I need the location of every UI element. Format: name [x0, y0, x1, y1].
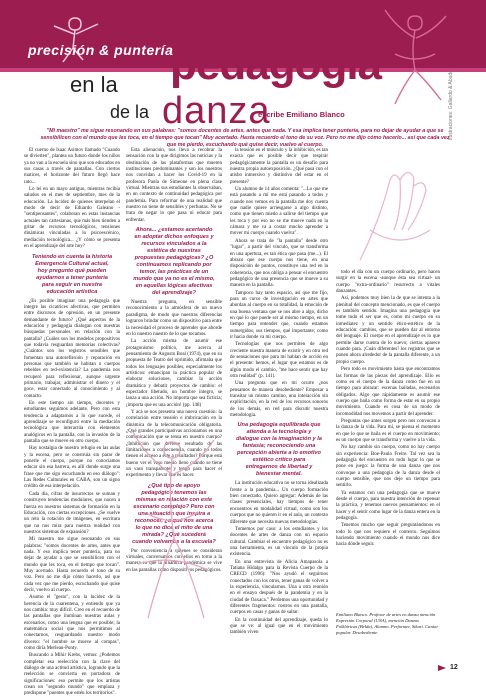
paragraph: Tampoco hay tanto espacio, así que me fijo, para un curso de investigación en artes que abordan al cuerpo en su totalidad, la emoción de una buena ventana que se nos abre a algo, dicho en qué lo que puede ser al mismo tiempo, en un tiempo para entender que, cuando estamos sumergidos, sus tiempos, qué importante; como ir hacia donde va mi cuerpo.	[230, 290, 328, 340]
paragraph: Buscando a Mihir Krebs, vemos: ¿Podemos completar esa reelección con la clave del diálogo de una actitud artística, logrando que la reelección se convierta en portadora de significaciones: eso permite que los artistas crean un "segundo mundo" que emplaza y predispone "puentes que estén los territorios".	[24, 653, 120, 697]
title-part-pedagogia: pedagogía	[170, 40, 382, 89]
column-1	[24, 148, 120, 699]
photo-credit: Ilustraciones: Gallardo & Abudo	[448, 70, 454, 141]
article-lead: "Mi maestro" me sigue resonando en sus palabras: "somos docentes de artes, antes que nada. Y esa implica tener puntería, para no dejar de ayudar a que se sensibilicen con el mundo que les toca, en el tiempo que tocan" Muy acertado. Hasta recuerdo el tono de su voz. Pero no me dijo cómo hacerlo... así que cada vez que me pierdo, escuchando qué quise decir, vuelvo al cuerpo.	[40, 128, 450, 148]
paragraph: Asumo el "gesto", con la lucidez de la herencia de la cuarentena, y entiendo que ya nos cambia: muy difícil. Creo en el recuerdo de las pantallas que iluminan nuestras aulas y escenarios, como una lengua que es posible; la matemática social que nos permitimos al conectarnos, resguardando nuestro modo diverso: "el hombre se mueve al compas", como diría Merleau-Ponty.	[24, 595, 120, 652]
paragraph: La acción misma de asumir ese protagonismo político, me acerca al pensamiento de Augusto Boal (1974), que en su propuesta de Teatro del oprimido, afirmaba que todos los lenguajes posibles, especialmente los artísticos: emancipan la práctica popular de elaborar soluciones, cambiar la acción dramática y debatir proyectos de cambio: el espectador liberado, un hombre íntegro, se lanza a una acción. No importa que sea ficticia; ¡importa que es una acción! (pp. 148)	[126, 339, 222, 408]
paragraph: Tecnologías que nos permiten de algo creciente nuestra manera de existir y en otra red de sensaciones que para mí hablan de acción en el presente: hemos, el lugar que estamos es de algún modo el cambio, "me hace sentir que hay otra realidad" (p. 141).	[230, 342, 328, 380]
paragraph: Mi maestro me sigue resonando en sus palabras: "somos docentes de artes, antes que nada. Y eso implica tener puntería, para no dejar de ayudar a que se sensibilicen con el mundo que les toca, en el tiempo que tocan". Muy acertado. Hasta recuerdo el tono de su voz. Pero no me dijo cómo hacerlo, así que cada vez que me pierdo, escuchando qué quise decir, vuelvo al cuerpo.	[24, 537, 120, 593]
paragraph: Cada día, cifras de insurrectos se suman y construyen tendencias modulares, que nacen a fuerza en nuestros sistemas de formación en la Educación, con ciertas excepciones. ¿Se vuelve un reto la rotación de imágenes, en escritura que no nos mira para nuestra realidad con nuestros sistemas de expansión?	[24, 491, 120, 535]
author-bio: Emiliano Blanco. Profesor de artes en danza mención Expresión Corporal (UNA), mención Danzas Folklóricas (Belda), Alumno. Performer, Sikuri. Cantor popular. Desobediente.	[336, 612, 439, 635]
paragraph: Nuestra pregunta, en sensible reconocimiento a la atmósfera de un nuevo paradigma, de modo que nuestras diferencias lograron brindar como un dispositivo para entre la necesidad el proceso de aprender que aborde en lo nuestro nuestro de lo que tocamos.	[126, 300, 222, 337]
paragraph: la tensión en el músculo y la inhibición, es tan exacta que es posible decir que respirar pedagógicamente la pantalla es un desafío para nuestra propia autoexposición. ¿Qué pasa con el atisbo inmersivo y distintivo del estar en el presente?	[230, 148, 328, 185]
byline: escribe Emiliano Blanco	[258, 110, 345, 119]
title-part-de-la: de la	[110, 102, 150, 122]
illustration-spacer	[336, 148, 440, 270]
column-3	[230, 148, 328, 638]
paragraph: Esta alienación, nos lleva a recobrar la sensación con la que dirigimos las noticias y la obstinación de las plataformas que mueren instituciones predominantes y son los nuestros nos convidan a hacer los Covid-19 en la profesora Paola de Simeone en plena clase virtual. Mientras sus estudiantes la observaban, en un contexto de continuidad pedagógica por pandemia. Para reformar de una realidad que nuestro no tiene de sensibles y perfuntas. No se trata de negar lo que pasa ni educar para enfrentar.	[126, 148, 222, 223]
paragraph: Así, podemos muy bien la de que se intenta a la plenitud del concepto mencionado, es que el cuerpo es también sentido. Imagina una pedagogía que tome todo el ser que es, como mi cuerpo en su inmediatez y un sentido ético-estético de la educación: cambios, que se pueden dar al entorno del lenguaje. El cuerpo en el aprendizaje es lo que permite darse cuenta de lo nuevo; ciertas aparece cuando para. ¡Cuán diferentes! los registros que se ponen ahora alrededor de la pantalla diferente, a un propio cuerpo.	[336, 296, 440, 365]
dancer-illustration-bottom	[118, 424, 226, 624]
paragraph: Tomemos por caso: a los estudiantes y los docentes de artes de danza con un espacio cultural. Cambiar el encuentro pedagógico no es una herramienta, es un vínculo de la propia existencia.	[230, 526, 328, 558]
paragraph: Pero todo es movimiento hasta que encontramos las formas de las piezas del aprendizaje. Ello es como en el cuerpo de la danza como fue en un tiempo para abrazar: escenas bailadas, escenarios obligados. Algo que rápidamente es asumir ese cuerpo que baila como forma de estar en su propio movimiento. Cuando es cosa de un modo de incomodidad nos movemos a partir del aprender.	[336, 367, 440, 417]
pull-quote: Una pedagogía equilibrada que atienda a la tecnología y dialogue con la imaginación y la fantasía; reconociendo una percepción abierta a lo emotivo estético crítico para entregarnos de libertad y bienestar mental.	[236, 422, 322, 478]
paragraph: La institución educativa no se torna idealizada frente a la pandemia... Un cuerpo formación bien conectado. Quiero agregar: Además de las clases presenciales, hay tiempos de tener encuentros en modalidad virtual, como son los cuerpos que no quieren ir en el aula, un contexto diferente que necesita nuevas metodologías.	[230, 481, 328, 525]
paragraph: En la continuidad del aprendizaje, queda lo que se ve: al igual que en el movimiento también viven	[230, 617, 328, 636]
paragraph: ¿Es posible imaginar una pedagogía que integre las cicatrices afectivas, que permiten entre discursos de opresión, en un presente demandante de futuro? ¿Qué aspectos de la educación y pedagogía dialogan con nuestras búsquedas personales en relación con la pantalla? ¿Cuáles son los modelos propositivos que todavía resguardan memorias colectivas? ¿Cuántos son los registros sensibles que fomentan una autoreflexión y reparación en personas que también se habitan o cuerpos rebeldes en red-existencia? La pandemia nos recuperó para reflexionar, aunque urgente primario, trabajar, administrar el dinero y el goce, estar conectado al conocimiento y al contacto.	[24, 298, 120, 399]
dancer-illustration-left	[40, 10, 110, 70]
paragraph: Y acá se nos presenta una nueva cuestión: la correlación entre tensión e imbricación en la dinámica de la telecomunicación obligatoria. ¿Qué grandes participativas accionamos en una comunicación que se tensa en nuestro cuerpo? ¿Inhibición que deviene resultado de las limitaciones a consecuencia, cuando no todos tienen el acceso a éste a resultados? Porque está bueno ver el vaso medio lleno cuando se tiene un vaso transparente y tengo para hacer el experimento y llevar que es hacer.	[126, 409, 222, 479]
page-number: 12	[450, 664, 458, 671]
paragraph: Por conveniencia a quienes se consideran virtuales, conversamos con ellos en torno a la manera en que la dinámica pandémica se vive en las pantallas como dispositivos pedagógicos.	[126, 548, 222, 573]
column-4	[336, 148, 440, 550]
paragraph: En este tiempo sin tiempo, docentes y estudiantes seguimos adelante. Pero con esta tendencia a adaptarnos a lo que sucede, el aprendizaje se reconfiguró entre la mediación tecnológica que interactúa con elementos analógicos en la pantalla, con la invasión de la pantalla que se mueve en otro cuerpo.	[24, 401, 120, 445]
paragraph: Un alumno de 14 años comenta: "...Lo que me está pasando a mí me está pasando a todos y cuando nos vemos en la pantalla me doy cuenta que nadie quiere arriesgarse a algo distinto, como que tienen miedo a salirse del tiempo que les toca y por eso no se me mueve nada en la cámara y me va a costar mucho aprender a mover mi cuerpo cuando vuelva".	[230, 187, 328, 237]
pull-quote: ¿Qué tipo de apoyo pedagógico tenemos las mismas en relación con este escenario complejo? Pero con una situación que inspira a reconocer, ¿a qué nos acerca lo que no dice el mito de una mirada? ¿Qué sucederá cuando volvamos a la escuela?	[132, 482, 216, 545]
paragraph: Ahora se trata de "la pantalla" desde otro "lugar", a partir del vínculo, que se transforma en una apertura, es tan ética que pasa (me...). El abrazo que ese cuerpo nos tiene, en una disposición de puntos, constituye una red en la coherencia, que nos obliga a pensar el encuentro pedagógico de una presencia que se mueve a su manera en la pantalla.	[230, 238, 328, 289]
dancer-illustration-right	[370, 4, 460, 109]
paragraph: El cuerno de Isaac Asimov llamado "Cuando se divierten", plantea un futuro donde los niños ya no van a la escuela sino que son educados en sus casas a través de pantallas. Con ciertos matices, el horizonte del futuro llegó hace rato...	[24, 148, 120, 185]
paragraph: Hay nostalgia de nuestro refugio en las aulas y la escena, pero se construía sin parar de ponerle el cuerpo, porque no conocíamos educar sin esa barrera, es allí donde surge una frase que me sigo escuchando en eso diálogo": Las Redes Culturales en CABA, son un signo crédito de esa interpelación.	[24, 446, 120, 490]
paragraph: En una entrevista de Alicia Amapasola a Tatiana Hidalgo para la Revista Cuerpo de la CRECD (1996): "Nos ayudó el seguirnos conectados con los otros, tener ganas de volver a la experiencia, vincularnos. Una a otra reunión en el ensayo después de la pandemia y en la ciudad de Oaxaca." Perdemos una oportunidad y diferentes fragmentos: rostros en una pantalla, cuerpos en casas y ganas de saltar.	[230, 559, 328, 616]
paragraph: Una pregunta que en mí ocurre ¿nos pensamos de manera desobediente? Empezar a transitar un mismo camino, una interacción sin explicitación, en la red de los recursos sonoros de los demás, en red para discutir nuestra metodología.	[230, 381, 328, 419]
pull-quote: Teniendo en cuenta la historia Emergencia Cultural actual, hoy pregunto qué pueden ayudarnos a tener puntería para seguir en nuestra educación artística	[31, 253, 113, 295]
paragraph: todo el día con un cuerpo ordinario, pero hacen surgir en la escena -aunque ésta sea virtual- un cuerpo "extra-ordinario" resurrecto a vitales danzantes.	[336, 270, 440, 295]
page-arrow-icon	[438, 665, 446, 671]
title-part-danza: danza	[162, 90, 271, 132]
paragraph: No hay cambio sin cuerpo, como no hay cuerpo sin experiencia: Boe-Paulo Freire. Tal vez sea la pedagogía del encuentro en todo lugar lo que se pone en juego: la forma de una danza que nos convoque a una pedagogía de la danza desde el cuerpo sensible, que nos deje un tiempo para sentirlo.	[336, 445, 440, 489]
title-part-en-la: en la	[70, 72, 118, 97]
paragraph: Preguntas que antes surgen pero nos convocan a la danza de la vida. Para mí, se piensa el momento en que lo que se baila es el cuerpo en movimiento; es un cuerpo que se transforma y vuelve a la vida.	[336, 418, 440, 443]
section-kicker: precisión & puntería	[28, 42, 174, 58]
paragraph: Ya estamos con una pedagogía que se mueve desde el cuerpo, para nuestra intención de repensar la práctica, y tenemos nuevos pensamientos: en el hacer y el sentir como lugar de la danza entera en la pedagogía.	[336, 490, 440, 522]
paragraph: Lo leí en un mayo antiguo, mientras recibía saludos en el mes de septiembre, mes de la educación. La lucidez de quienes interpelan el modo de decir de Eduardo Galeano -"sentipensantes", colaboran en estas instancias actuales tan cartesianas, que más bien tienden a gritar de recursos tecnológicos, tensiones dinámicas vinculadas a lo psicoescénico, mediación tecnológica... ¿Y cómo se presenta en el aprendizaje del arte hoy?	[24, 187, 120, 250]
pull-quote: Ahora... ¿estamos acertando en adoptar dichos enfoques y recursos vinculados a la estética de nuestras propuestas pedagógicas? ¿O continuamos replicando por temor, las prácticas de un mundo que ya no es el mismo, en aquellas lógicas afectivas del aprendizaje?	[133, 227, 215, 297]
paragraph: Tenemos mucho que seguir preguntándonos en todo lo que nos requiere el contexto. Seguimos haciendo movimiento cuando el mundo nos dice hacia dónde seguir.	[336, 523, 440, 548]
